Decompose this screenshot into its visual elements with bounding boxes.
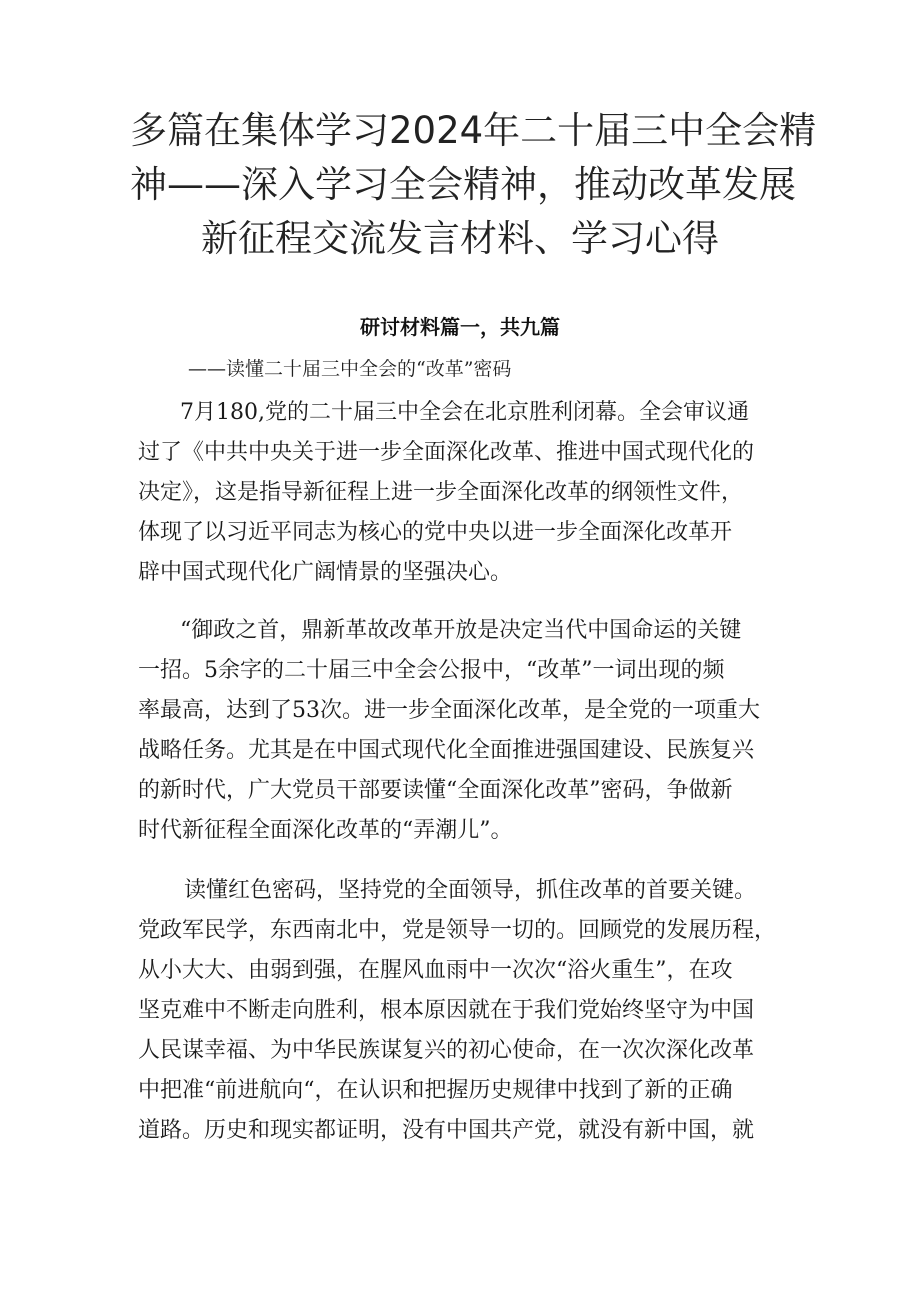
text-line: 过了《中共中央关于进一步全面深化改革、推进中国式现代化的 [138,440,755,465]
text-line: 一招。5余字的二十届三中全会公报中，“改革”一词出现的频 [138,658,725,683]
title-line: 新征程交流发言材料、学习心得 [201,217,719,260]
text-line: 率最高，达到了53次。进一步全面深化改革，是全党的一项重大 [138,698,760,723]
text-line: 时代新征程全面深化改革的“弄潮儿”。 [138,818,513,843]
text-line: 从小大大、由弱到强，在腥风血雨中一次次“浴火重生”，在攻 [138,958,733,983]
text-line: 7月180,党的二十届三中全会在北京胜利闭幕。全会审议通 [180,400,749,425]
text-line: 的新时代，广大党员干部要读懂“全面深化改革”密码，争做新 [138,778,733,803]
text-line: 决定》，这是指导新征程上进一步全面深化改革的纲领性文件， [138,480,744,505]
document-title [130,104,817,266]
text-line: 人民谋幸福、为中华民族谋复兴的初心使命，在一次次深化改革 [138,1038,755,1063]
text-line: “御政之首，鼎新革故改革开放是决定当代中国命运的关键 [180,618,742,643]
text-line: 中把准“前进航向“，在认识和把握历史规律中找到了新的正确 [138,1078,733,1103]
text-line: 战略任务。尤其是在中国式现代化全面推进强国建设、民族复兴 [138,738,755,763]
article-subtitle: ——读懂二十届三中全会的“改革”密码 [188,358,512,380]
text-line: 体现了以习近平同志为核心的党中央以进一步全面深化改革开 [138,520,733,545]
text-line: 辟中国式现代化广阔情景的坚强决心。 [138,560,513,585]
text-line: 党政军民学，东西南北中，党是领导一切的。回顾党的发展历程， [138,918,777,943]
title-line: 多篇在集体学习2024年二十届三中全会精 [130,109,817,152]
section-heading: 研讨材料篇一，共九篇 [360,315,560,339]
text-line: 读懂红色密码，坚持党的全面领导，抓住改革的首要关键。 [184,878,757,903]
title-line: 神——深入学习全会精神，推动改革发展 [130,163,796,206]
text-line: 道路。历史和现实都证明，没有中国共产党，就没有新中国，就 [138,1118,755,1143]
text-line: 坚克难中不断走向胜利，根本原因就在于我们党始终坚守为中国 [138,998,755,1023]
